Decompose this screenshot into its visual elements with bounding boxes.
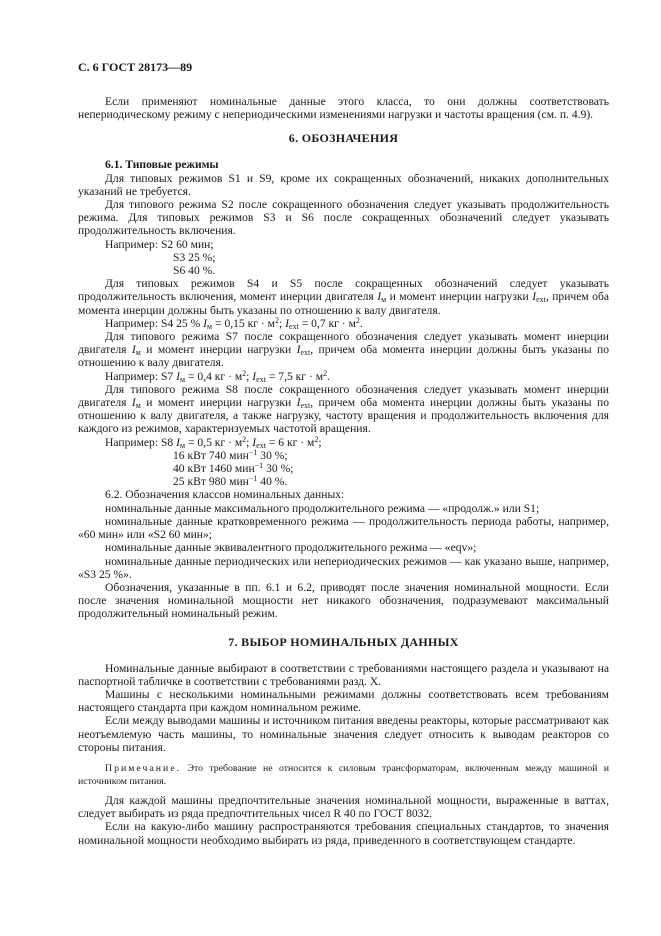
section-6-title: 6. ОБОЗНАЧЕНИЯ — [288, 131, 399, 146]
example-s3: S3 25 %; — [173, 250, 216, 264]
paragraph-s4-s5: Для типовых режимов S4 и S5 после сокращенных обозначений следует указывать продолжительность включения, момент инерции двигателя $I_м$ и момент инерции нагрузки $I_{ext}$, причем оба момента инерции должны быть указаны по отношению к валу двигателя. — [78, 277, 609, 317]
example-s8: Например: S8 $I_м = 0,5$ кг · $м^2$; $I_{ext} = 6$ кг · $м^2$; — [105, 434, 322, 450]
subsection-6-2-title: 6.2. Обозначения классов номинальных данных: — [105, 488, 345, 502]
section-7-body — [78, 662, 609, 754]
paragraph-multiple-ratings: Машины с несколькими номинальными режимами должны соответствовать всем требованиям настоящего стандарта при каждом номинальном режиме. — [78, 687, 609, 715]
paragraph-rating-selection: Номинальные данные выбирают в соответствии с требованиями настоящего раздела и указывают на паспортной табличке в соответствии с требованиями разд. X. — [78, 661, 609, 688]
paragraph-special-standards: Если на какую-либо машину распространяются требования специальных стандартов, то значения номинальной мощности необходимо выбирать из ряда, приведенного в соответствующем стандарте. — [78, 820, 609, 847]
paragraph-s7: Для типового режима S7 после сокращенного обозначения следует указывать момент инерции двигателя $I_м$ и момент инерции нагрузки $I_{ext}$, причем оба момента инерции должны быть указаны по отношению к валу двигателя. — [78, 330, 609, 370]
paragraph-s8: Для типового режима S8 после сокращенного обозначения следует указывать момент инерции двигателя $I_м$ и момент инерции нагрузки $I_{ext}$, причем оба момента инерции должны быть указаны по отношению к валу двигателя, а также нагрузку, частоту вращения и продолжительность включения для каждого из режимов, характеризуемых частотой вращения. — [78, 382, 609, 436]
class-periodic: номинальные данные периодических или непериодических режимов — как указано выше, например, «S3 25 %». — [78, 554, 609, 581]
intro-paragraph: Если применяют номинальные данные этого класса, то они должны соответствовать непериодическому режиму с непериодическими изменениями нагрузки и частоты вращения (см. п. 4.9). — [78, 95, 609, 122]
section-7-title: 7. ВЫБОР НОМИНАЛЬНЫХ ДАННЫХ — [228, 634, 459, 649]
example-s7: Например: S7 $I_м = 0,4$ кг · $м^2$; $I_{ext} = 7,5$ кг · $м^2$. — [105, 368, 330, 384]
running-head: С. 6 ГОСТ 28173—89 — [78, 60, 193, 74]
paragraph-preferred-values: Для каждой машины предпочтительные значения номинальной мощности, выраженные в ваттах, следует выбирать из ряда предпочтительных чисел R 40 по ГОСТ 8032. — [78, 793, 609, 821]
note — [78, 762, 609, 788]
example-s6: S6 40 %. — [173, 264, 216, 278]
paragraph-designation-placement: Обозначения, указанные в пп. 6.1 и 6.2, приводят после значения номинальной мощности. Если после значения номинальной мощности нет никакого обозначения, подразумевают максимальный продолжительный номинальный режим. — [78, 580, 609, 621]
paragraph-s2-s3-s6: Для типового режима S2 после сокращенного обозначения следует указывать продолжительность режима. Для типовых режимов S3 и S6 после сокращенных обозначений следует указывать продолжительность включения. — [78, 198, 609, 238]
section-7-body-continued — [78, 794, 609, 847]
class-equivalent: номинальные данные эквивалентного продолжительного режима — «eqv»; — [105, 541, 477, 555]
class-short-time: номинальные данные кратковременного режима — продолжительность периода работы, например, «60 мин» или «S2 60 мин»; — [78, 514, 609, 542]
example-s2: Например: S2 60 мин; — [105, 237, 214, 251]
example-s8-line-3: 40 кВт 1460 мин$^{-1}$ 30 %; — [173, 461, 294, 476]
paragraph-reactors: Если между выводами машины и источником питания введены реакторы, которые рассматривают как неотъемлемую часть машины, то номинальные значения следует относить к выводам реакторов со стороны питания. — [78, 714, 609, 754]
note-label: Примечание. — [105, 762, 182, 774]
example-s4: Например: S4 25 % $I_м = 0,15$ кг · $м^2$; $I_{ext} = 0,7$ кг · $м^2$. — [105, 315, 363, 331]
intro-block — [78, 95, 609, 121]
paragraph-s1-s9: Для типовых режимов S1 и S9, кроме их сокращенных обозначений, никаких дополнительных указаний не требуется. — [78, 171, 609, 198]
example-s8-line-4: 25 кВт 980 мин$^{-1}$ 40 %. — [173, 474, 288, 489]
example-s8-line-2: 16 кВт 740 мин$^{-1}$ 30 %; — [173, 447, 288, 462]
subsection-6-1-title: 6.1. Типовые режимы — [105, 158, 219, 172]
note-text: Это требование не относится к силовым трансформаторам, включенным между машиной и источником питания. — [78, 762, 609, 787]
class-continuous: номинальные данные максимального продолжительного режима — «продолж.» или S1; — [105, 501, 540, 515]
section-6-body — [78, 158, 609, 620]
